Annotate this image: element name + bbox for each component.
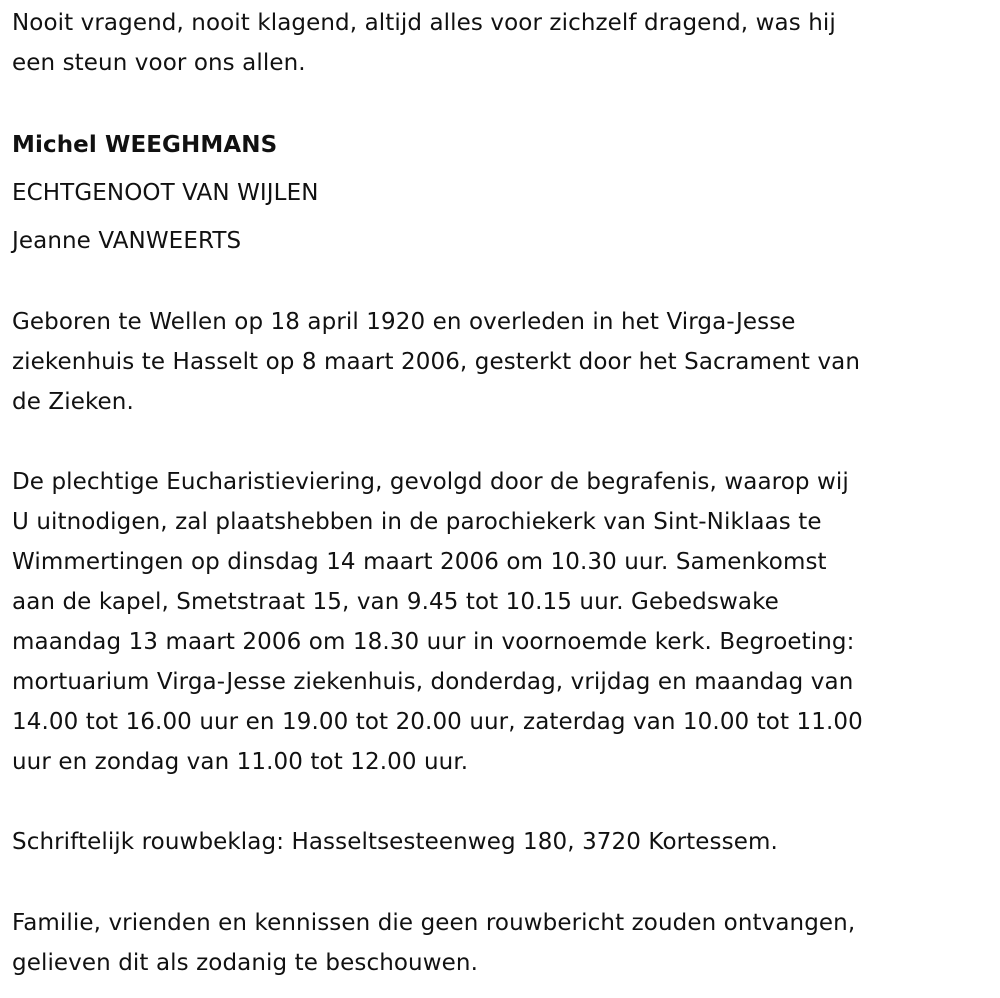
text-line: ziekenhuis te Hasselt op 8 maart 2006, gesterkt door het Sacrament van	[12, 349, 861, 375]
birth-death-paragraph	[12, 302, 860, 422]
relation-block	[12, 173, 319, 213]
text-line: Schriftelijk rouwbeklag: Hasseltsesteenweg 180, 3720 Kortessem.	[12, 829, 778, 855]
text-line: U uitnodigen, zal plaatshebben in de parochiekerk van Sint-Niklaas te	[12, 509, 822, 535]
closing-paragraph	[12, 903, 855, 983]
ceremony-paragraph	[12, 462, 863, 782]
text-line: de Zieken.	[12, 389, 134, 415]
deceased-name-block	[12, 125, 277, 165]
text-line: gelieven dit als zodanig te beschouwen.	[12, 950, 478, 976]
text-line: aan de kapel, Smetstraat 15, van 9.45 tot 10.15 uur. Gebedswake	[12, 589, 779, 615]
text-line: De plechtige Eucharistieviering, gevolgd door de begrafenis, waarop wij	[12, 469, 849, 495]
text-line: een steun voor ons allen.	[12, 50, 306, 76]
text-line: Geboren te Wellen op 18 april 1920 en overleden in het Virga-Jesse	[12, 309, 796, 335]
intro-paragraph	[12, 3, 836, 83]
spouse-name: Jeanne VANWEERTS	[12, 228, 242, 254]
text-line: uur en zondag van 11.00 tot 12.00 uur.	[12, 749, 469, 775]
text-line: Nooit vragend, nooit klagend, altijd alles voor zichzelf dragend, was hij	[12, 10, 836, 36]
deceased-name: Michel WEEGHMANS	[12, 132, 278, 158]
spouse-block	[12, 221, 241, 261]
text-line: Familie, vrienden en kennissen die geen rouwbericht zouden ontvangen,	[12, 910, 856, 936]
text-line: 14.00 tot 16.00 uur en 19.00 tot 20.00 uur, zaterdag van 10.00 tot 11.00	[12, 709, 863, 735]
relation: ECHTGENOOT VAN WIJLEN	[12, 180, 319, 206]
condolence-paragraph	[12, 822, 778, 862]
text-line: maandag 13 maart 2006 om 18.30 uur in voornoemde kerk. Begroeting:	[12, 629, 855, 655]
text-line: Wimmertingen op dinsdag 14 maart 2006 om 10.30 uur. Samenkomst	[12, 549, 827, 575]
text-line: mortuarium Virga-Jesse ziekenhuis, donderdag, vrijdag en maandag van	[12, 669, 854, 695]
